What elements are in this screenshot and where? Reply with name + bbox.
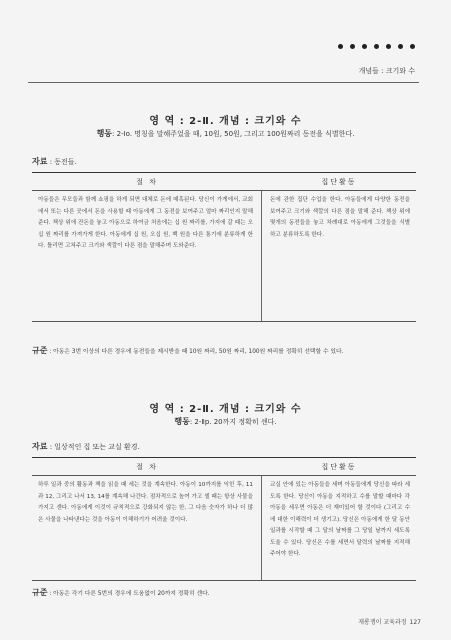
page-footer xyxy=(355,617,421,626)
group-activity-header: 집단활동 xyxy=(321,462,357,471)
material-text: : 일상적인 집 또는 교실 환경. xyxy=(49,443,140,451)
group-activity-header: 집단활동 xyxy=(321,177,357,186)
page-number: 127 xyxy=(409,619,421,626)
criterion xyxy=(32,587,422,600)
table-header xyxy=(32,458,416,476)
group-activity-cell xyxy=(262,476,416,580)
activity-table xyxy=(32,457,416,581)
group-activity-text: 돈에 관한 집단 수업을 한다. 아동들에게 다양한 동전을 보여주고 크기와 색깔의 다른 점을 말해 준다. 책상 위에 몇개의 동전들을 놓고 차례대로 아동에게 그것들을 식별하고 분류하도록 한다. xyxy=(270,197,410,238)
material-line xyxy=(32,441,140,452)
table-body xyxy=(32,191,416,321)
dot-ornament xyxy=(350,44,355,49)
criterion xyxy=(32,345,422,358)
procedure-cell xyxy=(32,476,262,580)
table-body xyxy=(32,476,416,580)
section-title: 영 역 : 2-Ⅱ. 개념 : 크기와 수 xyxy=(149,404,302,415)
criterion-text: : 아동은 각기 다른 5번의 경우에 도움없이 20까지 정확히 센다. xyxy=(49,591,210,597)
group-activity-text: 교실 안에 있는 아동들을 세며 아동들에게 당신을 따라 세도록 한다. 당신이 아동을 지적하고 수를 말할 때마다 각 아동을 세우면 아동은 더 재미있어 할 것이다 (그리고 수에 대한 이해력이 더 생기고). 당신은 아동에게 한 달 동안 일과를 시작할 때 그 달의 날짜를 그 당일 날까지 세도록 도울 수 있다. 당신은 수를 세면서 달력의 날짜를 지적해 주어야 한다. xyxy=(270,482,410,557)
dot-ornament xyxy=(410,44,415,49)
procedure-cell xyxy=(32,191,262,321)
standard-text: : 2-Ⅱp. 20까지 정확히 센다. xyxy=(189,418,277,426)
dot-ornament xyxy=(374,44,379,49)
footer-book-title: 재롱쟁이 교육과정 xyxy=(358,619,407,626)
procedure-text: 아동들은 무모들과 함께 쇼핑을 하게 되면 대체로 돈에 매혹된다. 당신이 가게에서, 교회에서 또는 다른 곳에서 돈을 사용할 때 아동에게 그 동전을 보여주고 얼마 짜리인지 말해준다. 책상 위에 잔돈을 놓고 아동으로 하여금 처음에는 십 원 짜리를, 가지에 갈 때는 오십 원 짜리를 가져가게 한다. 아동에게 십 원, 오십 원, 백 원을 다른 통기에 분류하게 한다. 틀리면 고쳐주고 크기와 색깔이 다른 점을 말해주며 도와준다. xyxy=(38,197,253,249)
dot-ornament xyxy=(362,44,367,49)
criterion-label: 규준 xyxy=(32,588,48,597)
activity-table xyxy=(32,172,416,322)
material-text: : 동전들. xyxy=(49,158,77,166)
section-title: 영 역 : 2-Ⅱ. 개념 : 크기와 수 xyxy=(149,116,302,127)
behavior-standard xyxy=(0,128,451,139)
behavior-standard xyxy=(0,416,451,427)
procedure-header: 절 차 xyxy=(136,462,158,471)
header-rule xyxy=(28,82,419,83)
criterion-label: 규준 xyxy=(32,346,48,355)
dot-ornament xyxy=(338,44,343,49)
dot-ornament xyxy=(386,44,391,49)
table-header xyxy=(32,173,416,191)
material-label: 자료 xyxy=(32,442,48,451)
header-dots xyxy=(338,44,415,49)
procedure-header: 절 차 xyxy=(136,177,158,186)
group-activity-cell xyxy=(262,191,416,321)
standard-label: 행동 xyxy=(96,129,113,138)
material-line xyxy=(32,156,77,167)
material-label: 자료 xyxy=(32,157,48,166)
criterion-text: : 아동은 3번 이상의 다른 경우에 동전들을 제시받을 때 10원 짜리, 50원 짜리, 100원 짜리를 정확히 선택할 수 있다. xyxy=(49,349,344,355)
dot-ornament xyxy=(398,44,403,49)
running-header: 개념들 : 크기와 수 xyxy=(358,67,415,75)
standard-label: 행동 xyxy=(174,417,190,426)
standard-text: : 2-Ⅰo. 명칭을 말해주었을 때, 10원, 50원, 그리고 100원짜리 동전을 식별한다. xyxy=(112,130,355,138)
procedure-text: 하루 일과 중의 활동과 책을 읽을 때 세는 것을 계속한다. 아동이 10까지를 익힌 후, 11과 12, 그리고 나서 13, 14를 계속해 나간다. 점차적으로 높여 가고 셀 때는 항상 사물을 가지고 센다. 아동에게 이것이 규칙적으로 강화되지 않는 한, 그 다음 숫자가 하나 더 많은 사물을 나타낸다는 것을 아동이 이해하기가 어려울 것이다. xyxy=(38,482,253,523)
